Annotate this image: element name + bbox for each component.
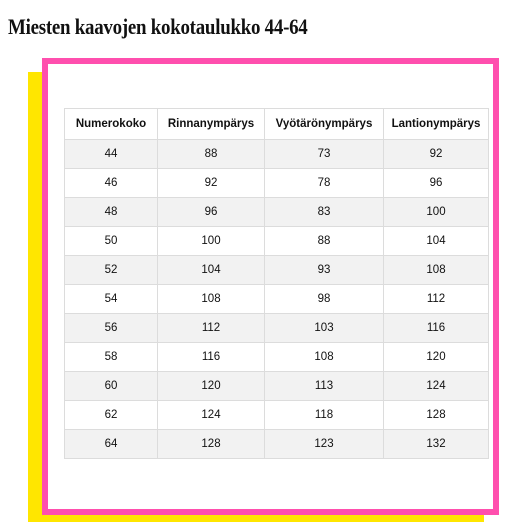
numerokoko-cell: 48 xyxy=(65,198,158,227)
header-lantionymparys: Lantionympärys xyxy=(384,109,489,140)
numerokoko-cell: 62 xyxy=(65,401,158,430)
numerokoko-cell: 60 xyxy=(65,372,158,401)
rinnanymparys-cell: 108 xyxy=(158,285,265,314)
lantionymparys-cell: 124 xyxy=(384,372,489,401)
rinnanymparys-cell: 124 xyxy=(158,401,265,430)
table-row xyxy=(65,256,489,285)
vyotaronymparys-cell: 93 xyxy=(265,256,384,285)
numerokoko-cell: 64 xyxy=(65,430,158,459)
rinnanymparys-cell: 112 xyxy=(158,314,265,343)
table-row xyxy=(65,169,489,198)
rinnanymparys-cell: 120 xyxy=(158,372,265,401)
table-row xyxy=(65,343,489,372)
table-row xyxy=(65,198,489,227)
table-row xyxy=(65,430,489,459)
rinnanymparys-cell: 128 xyxy=(158,430,265,459)
lantionymparys-cell: 92 xyxy=(384,140,489,169)
rinnanymparys-cell: 88 xyxy=(158,140,265,169)
table-header xyxy=(65,109,489,140)
vyotaronymparys-cell: 113 xyxy=(265,372,384,401)
rinnanymparys-cell: 104 xyxy=(158,256,265,285)
header-row xyxy=(65,109,489,140)
lantionymparys-cell: 112 xyxy=(384,285,489,314)
numerokoko-cell: 56 xyxy=(65,314,158,343)
vyotaronymparys-cell: 118 xyxy=(265,401,384,430)
lantionymparys-cell: 128 xyxy=(384,401,489,430)
header-numerokoko: Numerokoko xyxy=(65,109,158,140)
numerokoko-cell: 46 xyxy=(65,169,158,198)
numerokoko-cell: 58 xyxy=(65,343,158,372)
numerokoko-cell: 54 xyxy=(65,285,158,314)
rinnanymparys-cell: 100 xyxy=(158,227,265,256)
lantionymparys-cell: 100 xyxy=(384,198,489,227)
vyotaronymparys-cell: 78 xyxy=(265,169,384,198)
table-row xyxy=(65,227,489,256)
header-rinnanymparys: Rinnanympärys xyxy=(158,109,265,140)
vyotaronymparys-cell: 108 xyxy=(265,343,384,372)
table-row xyxy=(65,401,489,430)
lantionymparys-cell: 108 xyxy=(384,256,489,285)
rinnanymparys-cell: 116 xyxy=(158,343,265,372)
lantionymparys-cell: 104 xyxy=(384,227,489,256)
lantionymparys-cell: 116 xyxy=(384,314,489,343)
vyotaronymparys-cell: 73 xyxy=(265,140,384,169)
header-vyotaronymparys: Vyötärönympärys xyxy=(265,109,384,140)
lantionymparys-cell: 132 xyxy=(384,430,489,459)
lantionymparys-cell: 96 xyxy=(384,169,489,198)
numerokoko-cell: 44 xyxy=(65,140,158,169)
vyotaronymparys-cell: 123 xyxy=(265,430,384,459)
rinnanymparys-cell: 96 xyxy=(158,198,265,227)
vyotaronymparys-cell: 88 xyxy=(265,227,384,256)
size-table xyxy=(64,108,489,459)
table-row xyxy=(65,314,489,343)
vyotaronymparys-cell: 98 xyxy=(265,285,384,314)
numerokoko-cell: 52 xyxy=(65,256,158,285)
rinnanymparys-cell: 92 xyxy=(158,169,265,198)
vyotaronymparys-cell: 83 xyxy=(265,198,384,227)
lantionymparys-cell: 120 xyxy=(384,343,489,372)
numerokoko-cell: 50 xyxy=(65,227,158,256)
vyotaronymparys-cell: 103 xyxy=(265,314,384,343)
table-row xyxy=(65,285,489,314)
table-row xyxy=(65,140,489,169)
table-body xyxy=(65,140,489,459)
page-title: Miesten kaavojen kokotaulukko 44-64 xyxy=(8,14,308,39)
table-row xyxy=(65,372,489,401)
pink-frame xyxy=(42,58,499,515)
